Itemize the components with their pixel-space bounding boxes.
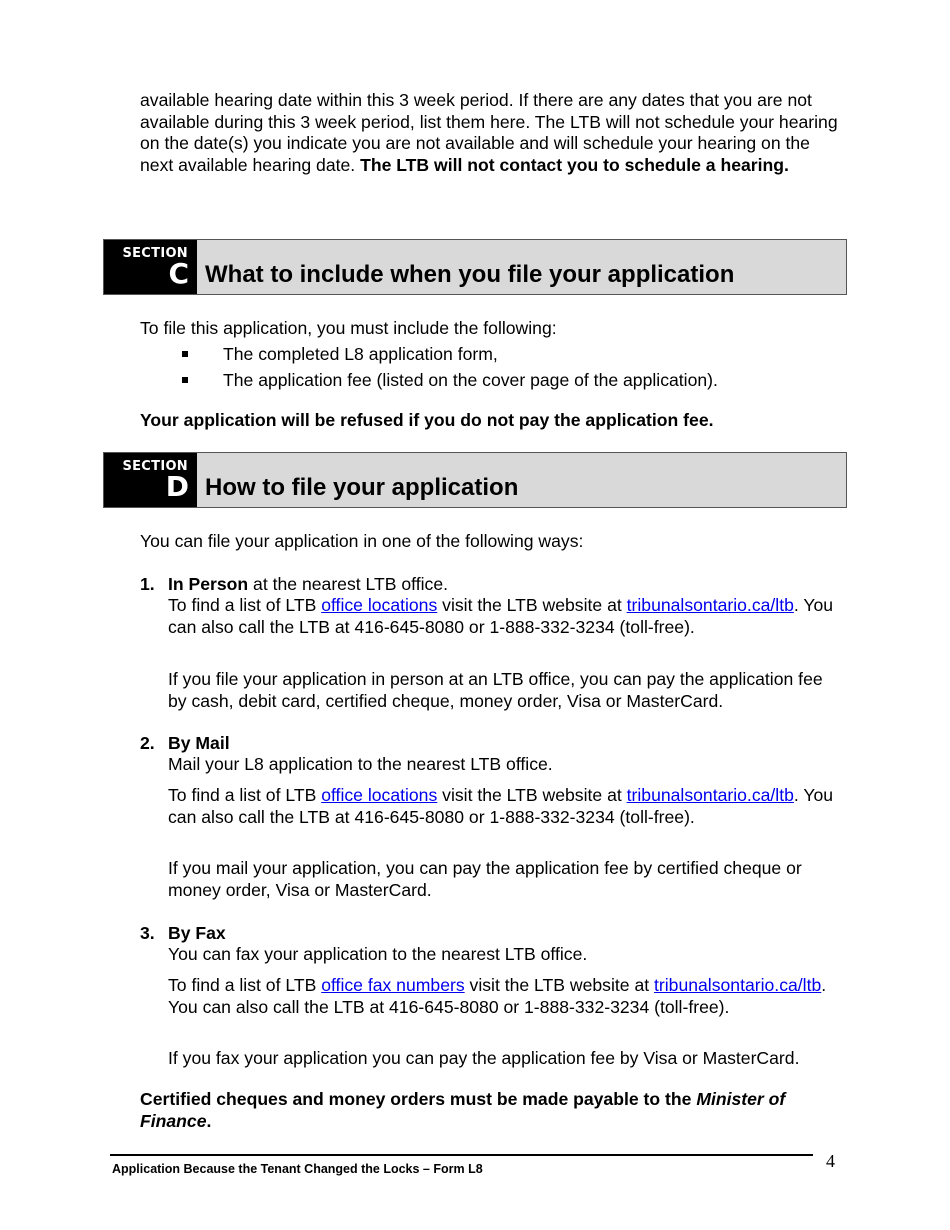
method-in-person-heading: In Person at the nearest LTB office. — [168, 574, 449, 594]
office-fax-numbers-link[interactable]: office fax numbers — [321, 975, 465, 995]
method-by-fax-payment: If you fax your application you can pay the application fee by Visa or MasterCard. — [168, 1048, 800, 1068]
section-c-title: What to include when you file your application — [205, 261, 735, 288]
intro-paragraph: available hearing date within this 3 week period. If there are any dates that you are not available during this 3 week period, list them here. The LTB will not schedule your hearing on the date(s) you indicate you are not available and will schedule your hearing on the next available hearing date. The LTB will not contact you to schedule a hearing. — [140, 90, 838, 175]
ltb-website-link[interactable]: tribunalsontario.ca/ltb — [654, 975, 822, 995]
method-by-fax-sub: You can fax your application to the nearest LTB office. — [168, 944, 588, 964]
payable-note: Certified cheques and money orders must be made payable to the Minister of Finance. — [140, 1089, 786, 1131]
section-letter: C — [168, 257, 189, 290]
method-by-fax-heading: By Fax — [168, 923, 226, 943]
section-d-lead: You can file your application in one of the following ways: — [140, 531, 584, 551]
intro-bold-note: The LTB will not contact you to schedule a hearing. — [360, 154, 789, 175]
section-label: SECTION — [122, 459, 188, 474]
section-letter: D — [165, 470, 189, 503]
fee-warning: Your application will be refused if you do not pay the application fee. — [140, 410, 714, 430]
section-c-lead: To file this application, you must include the following: — [140, 318, 557, 338]
section-c-header — [103, 239, 847, 295]
method-by-mail-heading: By Mail — [168, 733, 230, 753]
payable-to-name: Minister of Finance — [140, 1089, 786, 1131]
footer-rule — [110, 1154, 813, 1156]
office-locations-link[interactable]: office locations — [321, 785, 438, 805]
bullet-square-icon — [182, 351, 188, 357]
method-in-person-payment: If you file your application in person at an LTB office, you can pay the application fee by cash, debit card, certified cheque, money order, Visa or MasterCard. — [168, 669, 823, 711]
ltb-website-link[interactable]: tribunalsontario.ca/ltb — [626, 595, 794, 615]
section-c-badge — [104, 240, 197, 294]
section-d-header — [103, 452, 847, 508]
footer-title: Application Because the Tenant Changed the Locks – Form L8 — [112, 1162, 483, 1176]
ltb-website-link[interactable]: tribunalsontario.ca/ltb — [626, 785, 794, 805]
section-d-badge — [104, 453, 197, 507]
page-number: 4 — [826, 1151, 835, 1171]
method-by-mail-find: To find a list of LTB office locations visit the LTB website at tribunalsontario.ca/ltb. You can also call the LTB at 416-645-8080 or 1-888-332-3234 (toll-free). — [168, 785, 834, 827]
section-d-title: How to file your application — [205, 474, 519, 501]
bullet-square-icon — [182, 377, 188, 383]
section-label: SECTION — [122, 246, 188, 261]
method-by-fax-find: To find a list of LTB office fax numbers visit the LTB website at tribunalsontario.ca/ltb. You can also call the LTB at 416-645-8080 or 1-888-332-3234 (toll-free). — [168, 975, 827, 1017]
method-in-person-find: To find a list of LTB office locations visit the LTB website at tribunalsontario.ca/ltb. You can also call the LTB at 416-645-8080 or 1-888-332-3234 (toll-free). — [168, 595, 834, 637]
method-by-mail-payment: If you mail your application, you can pay the application fee by certified cheque or money order, Visa or MasterCard. — [168, 858, 802, 900]
method-number: 3. — [140, 923, 155, 943]
office-locations-link[interactable]: office locations — [321, 595, 438, 615]
method-number: 2. — [140, 733, 155, 753]
method-number: 1. — [140, 574, 155, 594]
method-by-mail-sub: Mail your L8 application to the nearest LTB office. — [168, 754, 553, 774]
